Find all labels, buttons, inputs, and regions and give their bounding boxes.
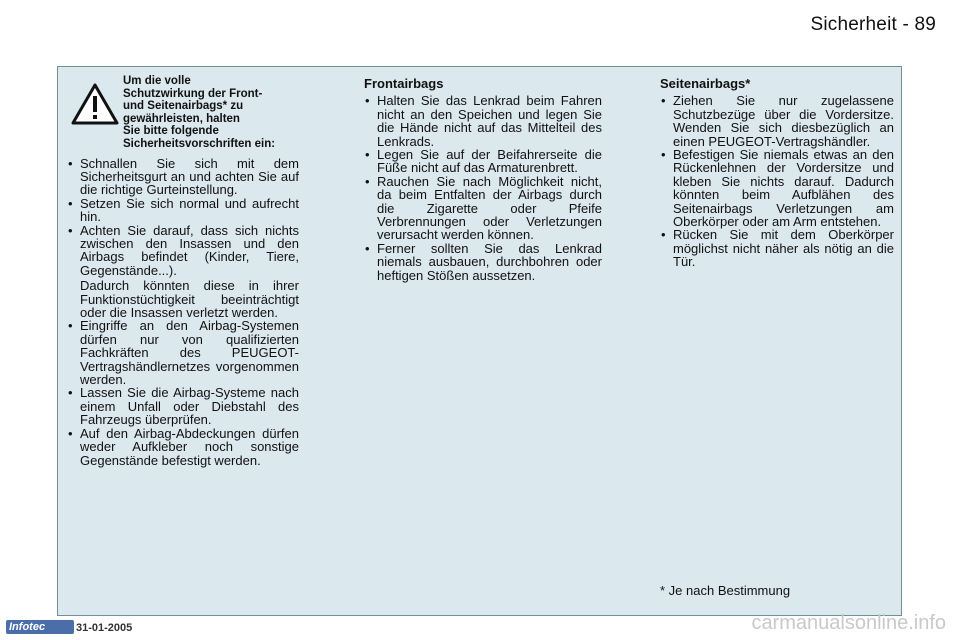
safety-panel xyxy=(57,66,902,616)
list-item: • Rücken Sie mit dem Oberkörper möglichst nicht näher als nötig an die Tür. xyxy=(660,228,894,268)
logo-text: Infotec xyxy=(9,621,46,633)
list-item: • Rauchen Sie nach Möglichkeit nicht, da beim Entfalten der Airbags durch die Zigarette oder Pfeife Verbrennungen oder Verletzungen verursacht werden können. xyxy=(364,175,602,242)
list-item: • Ziehen Sie nur zugelassene Schutzbezüge über die Vordersitze. Wenden Sie sich diesbezüglich an einen PEUGEOT-Vertragshändler. xyxy=(660,94,894,148)
seitenairbags-heading: Seitenairbags* xyxy=(660,76,751,91)
list-item: • Schnallen Sie sich mit dem Sicherheitsgurt an und achten Sie auf die richtige Gurteinstellung. xyxy=(67,157,299,197)
column-left xyxy=(67,75,299,467)
warning-line: Schutzwirkung der Front- xyxy=(123,87,263,100)
left-bullet-list xyxy=(67,157,299,278)
frontairbags-heading: Frontairbags xyxy=(364,76,444,91)
list-item: • Lassen Sie die Airbag-Systeme nach einem Unfall oder Diebstahl des Fahrzeugs überprüfen. xyxy=(67,386,299,426)
list-item: • Legen Sie auf der Beifahrerseite die Füße nicht auf das Armaturenbrett. xyxy=(364,148,602,175)
list-item: • Befestigen Sie niemals etwas an den Rückenlehnen der Vordersitze und kleben Sie nichts darauf. Dadurch könnten beim Aufblähen des Seitenairbags Verletzungen am Oberkörper oder am Arm entstehen. xyxy=(660,148,894,228)
watermark: carmanualsonline.info xyxy=(751,612,946,634)
warning-line: Um die volle xyxy=(123,75,191,87)
column-right xyxy=(660,75,894,269)
list-item: • Setzen Sie sich normal und aufrecht hin. xyxy=(67,197,299,224)
warning-line: Sicherheitsvorschriften ein: xyxy=(123,137,276,150)
warning-line: und Seitenairbags* zu xyxy=(123,100,244,113)
list-item: • Eingriffe an den Airbag-Systemen dürfen nur von qualifizierten Fachkräften des PEUGEOT-Vertragshändlernetzes vorgenommen werden. xyxy=(67,319,299,386)
right-bullet-list xyxy=(660,94,894,268)
left-bullet-list-2 xyxy=(67,319,299,466)
list-item: • Achten Sie darauf, dass sich nichts zwischen den Insassen und den Airbags befindet (Kinder, Tiere, Gegenstände...). xyxy=(67,224,299,278)
page-title: Sicherheit - 89 xyxy=(810,14,936,35)
list-item: • Auf den Airbag-Abdeckungen dürfen weder Aufkleber noch sonstige Gegenstände befestigt werden. xyxy=(67,427,299,467)
warning-triangle-icon xyxy=(67,79,123,131)
list-item: • Ferner sollten Sie das Lenkrad niemals ausbauen, durchbohren oder heftigen Stößen aussetzen. xyxy=(364,242,602,282)
infotec-logo xyxy=(6,620,74,634)
list-continuation: Dadurch könnten diese in ihrer Funktionstüchtigkeit beeinträchtigt oder die Insassen verletzt werden. xyxy=(80,278,299,321)
column-middle xyxy=(364,75,602,282)
warning-text xyxy=(123,75,275,151)
footnote: * Je nach Bestimmung xyxy=(660,583,791,598)
list-item: • Halten Sie das Lenkrad beim Fahren nicht an den Speichen und legen Sie die Hände nicht auf das Mittelteil des Lenkrads. xyxy=(364,94,602,148)
warning-block xyxy=(67,75,299,151)
middle-bullet-list xyxy=(364,94,602,282)
footer-date: 31-01-2005 xyxy=(76,622,133,634)
warning-line: Sie bitte folgende xyxy=(123,125,219,138)
warning-line: gewährleisten, halten xyxy=(123,112,240,125)
